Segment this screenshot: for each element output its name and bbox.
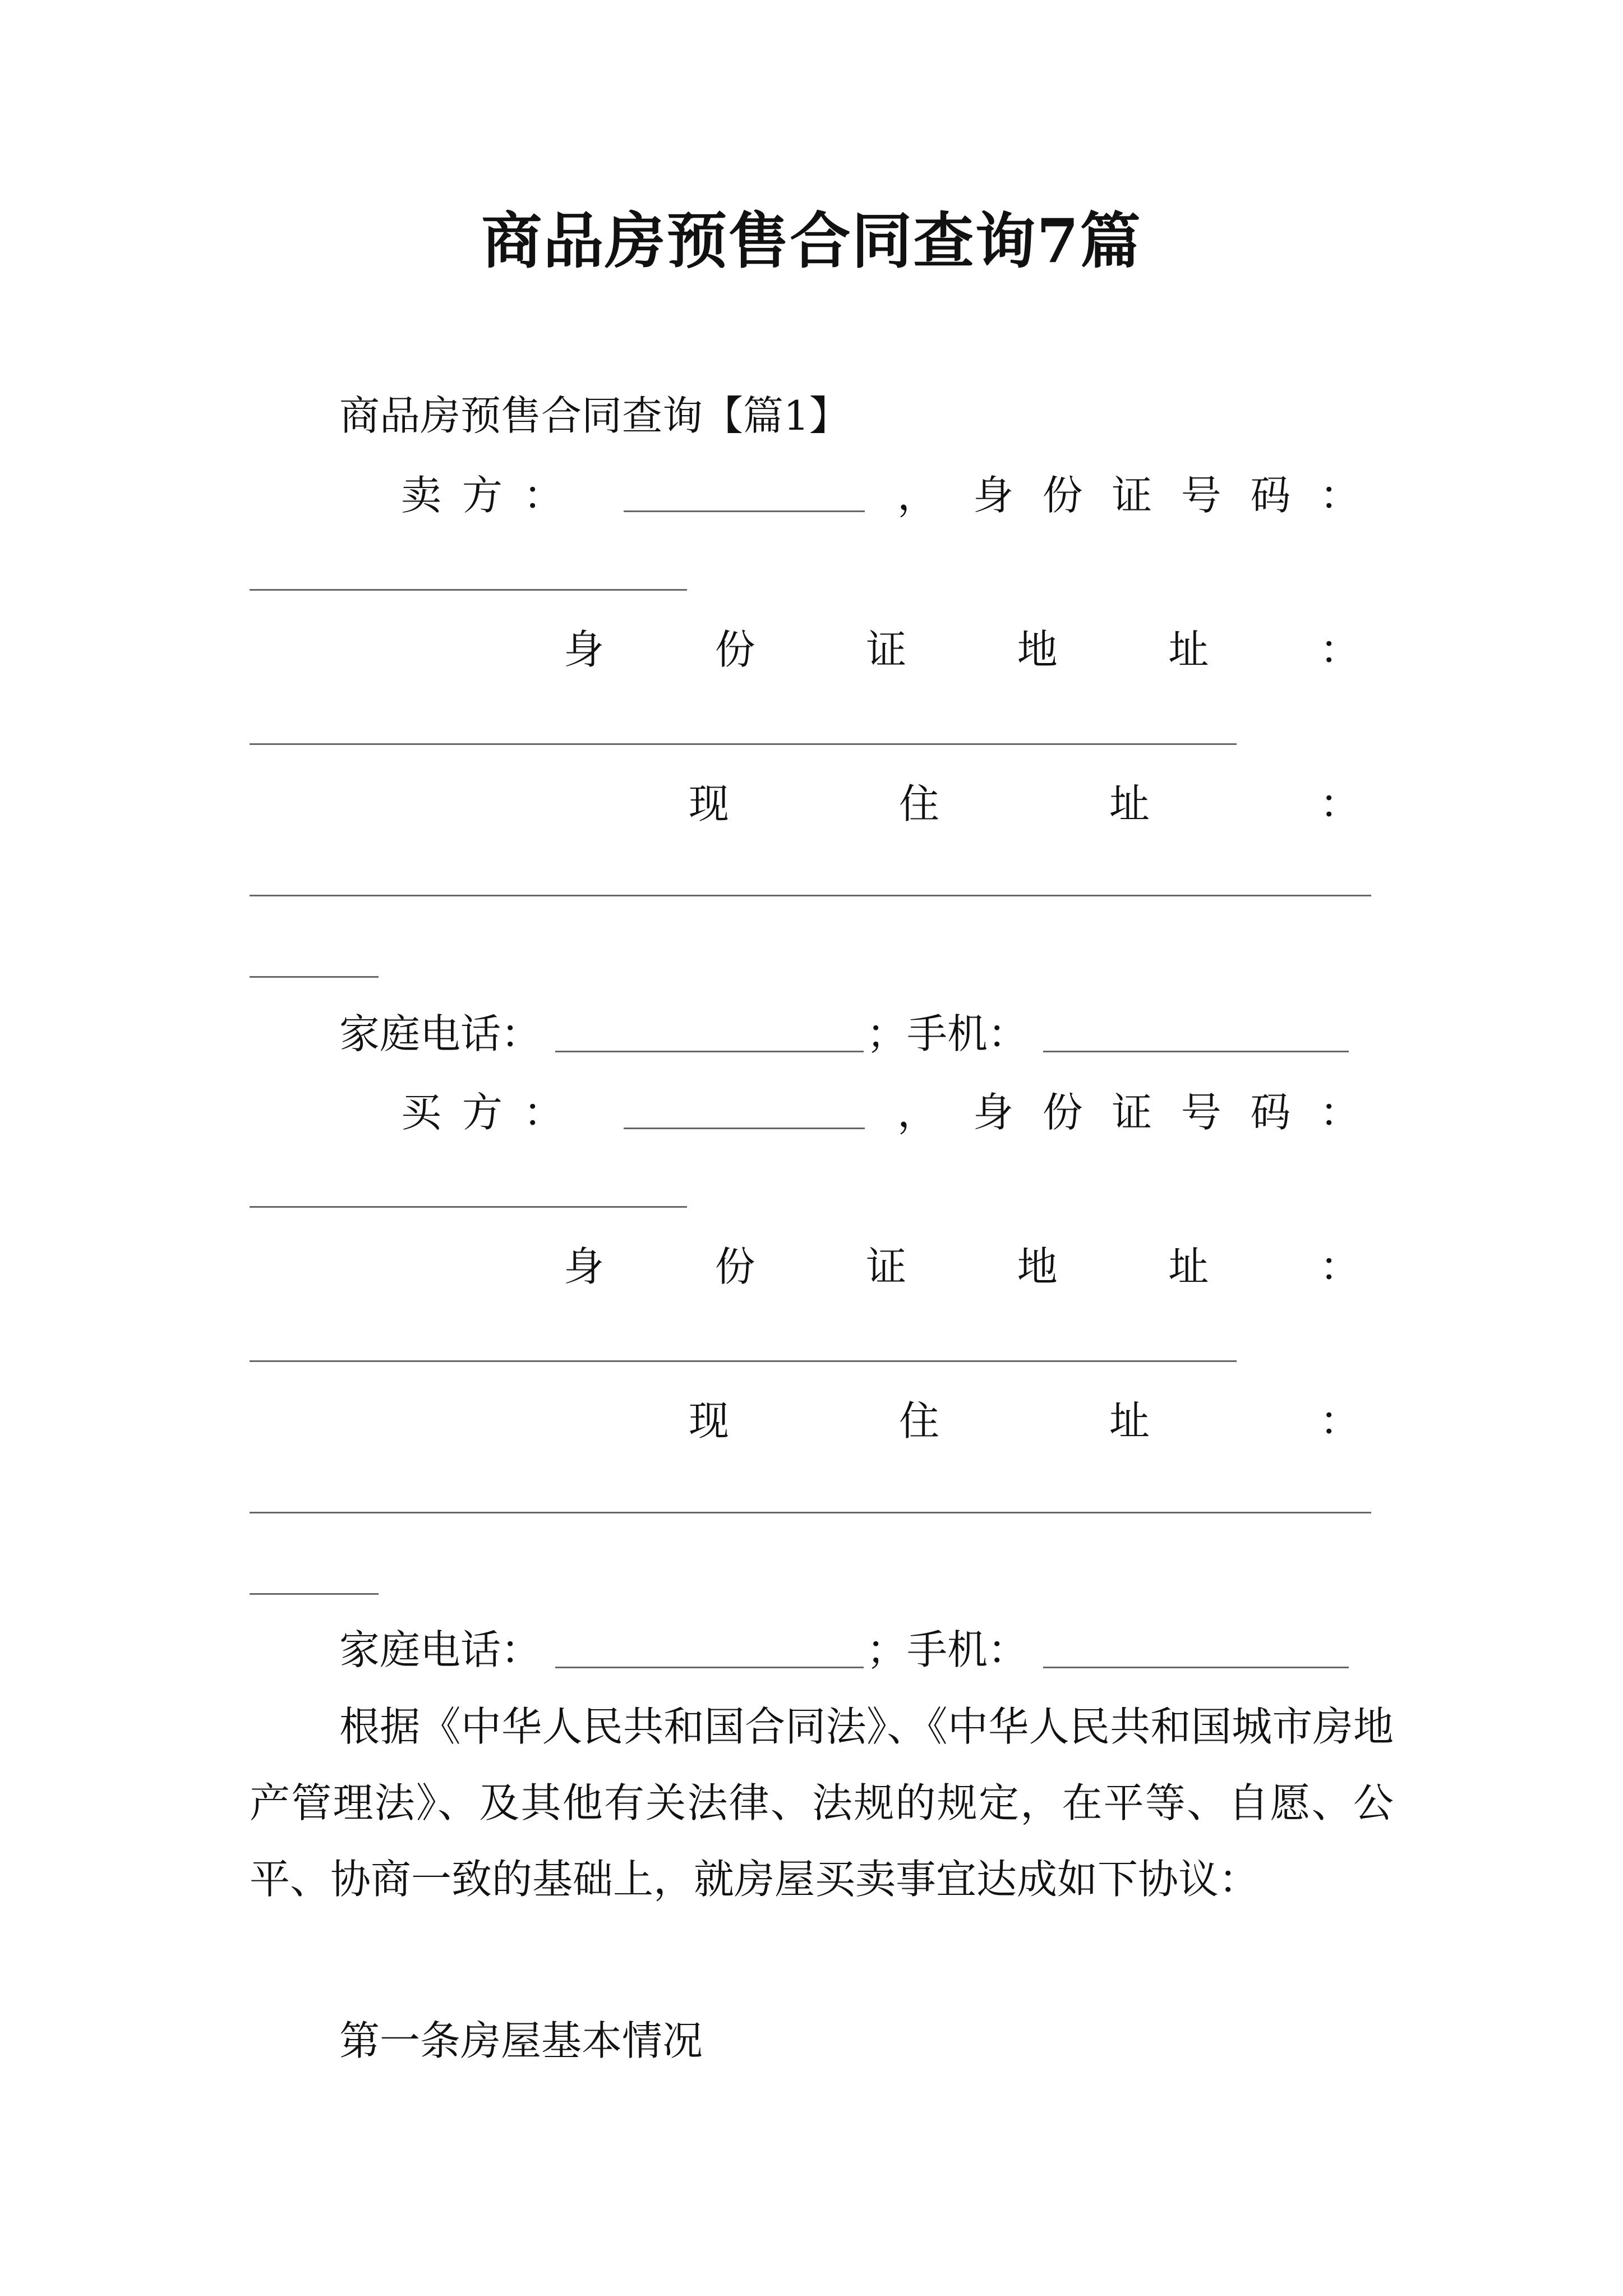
buyer-id-address-blank[interactable]	[250, 1360, 1237, 1362]
buyer-id-number-label: 身 份 证 号 码 ：	[973, 1089, 1360, 1136]
seller-id-number-blank[interactable]	[250, 589, 687, 591]
seller-mobile-label: ；手机：	[866, 1010, 1029, 1057]
seller-home-phone-label: 家庭电话：	[339, 1010, 542, 1057]
seller-comma: ，	[897, 472, 938, 519]
buyer-name-blank[interactable]	[624, 1128, 865, 1129]
seller-id-address-blank[interactable]	[250, 743, 1237, 745]
buyer-home-phone-blank[interactable]	[555, 1667, 864, 1668]
seller-id-number-label: 身 份 证 号 码 ：	[973, 472, 1360, 519]
buyer-current-address-label: 现 住 址 ：	[689, 1397, 1360, 1444]
buyer-home-phone-label: 家庭电话：	[339, 1626, 542, 1673]
article-1-heading: 第一条房屋基本情况	[339, 2017, 703, 2064]
document-title: 商品房预售合同查询7篇	[481, 206, 1142, 277]
buyer-comma: ，	[897, 1089, 938, 1136]
seller-current-address-label: 现 住 址 ：	[689, 780, 1360, 827]
section-heading: 商品房预售合同查询【篇1】	[339, 392, 850, 439]
buyer-id-address-label: 身 份 证 地 址 ：	[564, 1243, 1360, 1290]
buyer-label: 买 方 ：	[401, 1089, 564, 1136]
seller-home-phone-blank[interactable]	[555, 1051, 864, 1052]
seller-current-address-blank-1[interactable]	[250, 895, 1371, 896]
buyer-current-address-blank-2[interactable]	[250, 1593, 379, 1595]
buyer-id-number-blank[interactable]	[250, 1206, 687, 1208]
seller-current-address-blank-2[interactable]	[250, 976, 379, 978]
seller-id-address-label: 身 份 证 地 址 ：	[564, 626, 1360, 673]
preamble-paragraph: 根据《中华人民共和国合同法》、《中华人民共和国城市房地产管理法》、及其他有关法律、法规的规定，在平等、自愿、公平、协商一致的基础上，就房屋买卖事宜达成如下协议：	[250, 1703, 1394, 1903]
seller-mobile-blank[interactable]	[1043, 1051, 1349, 1052]
seller-label: 卖 方 ：	[401, 472, 564, 519]
buyer-mobile-label: ；手机：	[866, 1626, 1029, 1673]
buyer-current-address-blank-1[interactable]	[250, 1512, 1371, 1513]
seller-name-blank[interactable]	[624, 510, 865, 512]
buyer-mobile-blank[interactable]	[1043, 1667, 1349, 1668]
